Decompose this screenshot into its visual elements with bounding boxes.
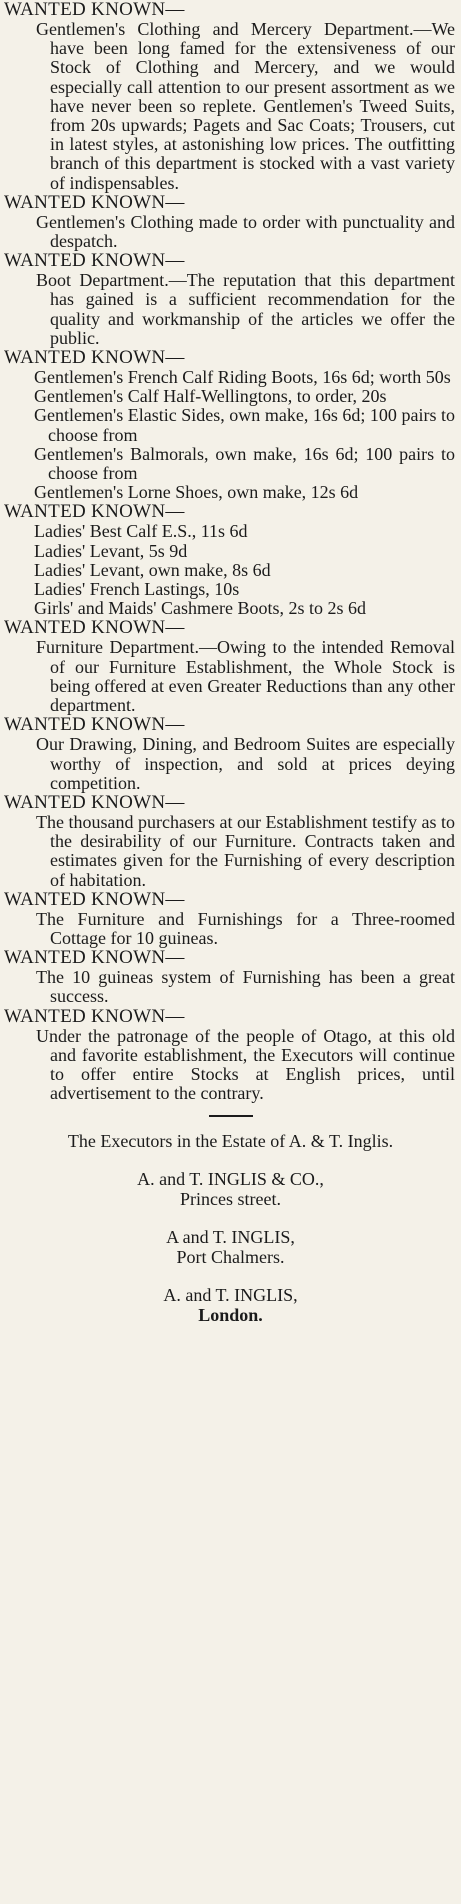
- wanted-section: [0, 793, 461, 890]
- executors-line: The Executors in the Estate of A. & T. Inglis.: [67, 1131, 394, 1152]
- section-paragraph: Our Drawing, Dining, and Bedroom Suites are especially worthy of inspection, and sold at prices deying competition.: [36, 734, 455, 793]
- firm-block: [0, 1285, 461, 1325]
- firm-location: Port Chalmers.: [176, 1247, 285, 1268]
- section-heading: WANTED KNOWN—: [4, 0, 185, 20]
- price-item: Gentlemen's Elastic Sides, own make, 16s 6d; 100 pairs to choose from: [34, 405, 455, 445]
- section-paragraph: The Furniture and Furnishings for a Three-roomed Cottage for 10 guineas.: [36, 908, 455, 948]
- firm-name: A and T. INGLIS,: [166, 1227, 295, 1248]
- section-paragraph: Gentlemen's Clothing made to order with punctuality and despatch.: [36, 211, 455, 252]
- wanted-section: [0, 0, 461, 193]
- wanted-section: [0, 251, 461, 348]
- wanted-section: [0, 715, 461, 793]
- price-item: Gentlemen's Calf Half-Wellingtons, to order, 20s: [34, 386, 387, 407]
- firm-location: London.: [198, 1305, 263, 1326]
- price-item: Girls' and Maids' Cashmere Boots, 2s to 2s 6d: [34, 598, 366, 619]
- price-item: Gentlemen's Balmorals, own make, 16s 6d; 100 pairs to choose from: [34, 443, 455, 484]
- firm-block: [0, 1169, 461, 1209]
- firm-location: Princes street.: [180, 1189, 281, 1210]
- footer: [0, 1131, 461, 1325]
- price-item: Ladies' Levant, 5s 9d: [34, 540, 188, 561]
- section-heading: WANTED KNOWN—: [4, 714, 185, 736]
- section-heading: WANTED KNOWN—: [4, 1005, 185, 1027]
- section-heading: WANTED KNOWN—: [4, 791, 185, 813]
- price-item: Gentlemen's French Calf Riding Boots, 16s 6d; worth 50s: [34, 367, 451, 388]
- firm-block: [0, 1227, 461, 1267]
- section-heading: WANTED KNOWN—: [4, 191, 185, 213]
- wanted-section: [0, 1007, 461, 1104]
- section-heading: WANTED KNOWN—: [4, 947, 185, 969]
- section-heading: WANTED KNOWN—: [4, 250, 185, 272]
- section-heading: WANTED KNOWN—: [4, 888, 185, 910]
- section-paragraph: Boot Department.—The reputation that this department has gained is a sufficient recommendation for the quality and workmanship of the articles we offer the public.: [36, 270, 455, 348]
- wanted-section: [0, 348, 461, 502]
- section-paragraph: The 10 guineas system of Furnishing has been a great success.: [36, 967, 455, 1007]
- section-heading: WANTED KNOWN—: [4, 501, 185, 523]
- section-paragraph: Furniture Department.—Owing to the intended Removal of our Furniture Establishment, the Whole Stock is being offered at even Greater Reductions than any other department.: [36, 637, 455, 716]
- price-item: Gentlemen's Lorne Shoes, own make, 12s 6d: [34, 482, 359, 503]
- divider-rule: [209, 1115, 253, 1117]
- section-heading: WANTED KNOWN—: [4, 617, 185, 639]
- wanted-section: [0, 890, 461, 948]
- section-paragraph: Under the patronage of the people of Otago, at this old and favorite establishment, the Executors will continue to offer entire Stocks at English prices, until advertisement to the contrary.: [36, 1025, 455, 1104]
- wanted-section: [0, 193, 461, 251]
- section-heading: WANTED KNOWN—: [4, 347, 185, 369]
- section-paragraph: The thousand purchasers at our Establishment testify as to the desirability of our Furniture. Contracts taken and estimates given for the Furnishing of every description of habitation.: [36, 811, 455, 890]
- firm-name: A. and T. INGLIS,: [163, 1285, 298, 1306]
- price-item: Ladies' French Lastings, 10s: [34, 579, 240, 600]
- wanted-section: [0, 502, 461, 618]
- wanted-section: [0, 948, 461, 1006]
- price-item: Ladies' Best Calf E.S., 11s 6d: [34, 521, 248, 542]
- section-paragraph: Gentlemen's Clothing and Mercery Department.—We have been long famed for the extensiveness of our Stock of Clothing and Mercery, and we would especially call attention to our present assortment as we have never been so replete. Gentlemen's Tweed Suits, from 20s upwards; Pagets and Sac Coats; Trousers, cut in latest styles, at astonishing low prices. The outfitting branch of this department is stocked with a vast variety of indispensables.: [36, 19, 455, 193]
- wanted-section: [0, 618, 461, 715]
- firm-name: A. and T. INGLIS & CO.,: [137, 1169, 324, 1190]
- price-item: Ladies' Levant, own make, 8s 6d: [34, 559, 271, 580]
